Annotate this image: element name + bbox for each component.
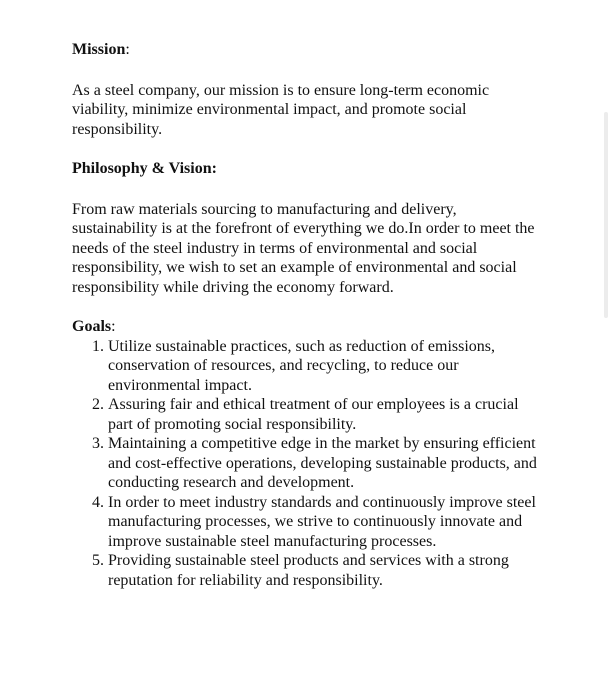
goals-heading-colon: : [111, 318, 116, 335]
philosophy-heading-label: Philosophy & Vision: [72, 160, 217, 177]
goal-item: 3. Maintaining a competitive edge in the market by ensuring efficient and cost-effective operations, developing sustainable products, and conducting research and development. [108, 434, 542, 493]
scrollbar[interactable] [604, 112, 608, 318]
document-body [72, 40, 542, 590]
goals-heading [72, 317, 542, 337]
goals-heading-label: Goals [72, 318, 112, 335]
goal-item: 1. Utilize sustainable practices, such as reduction of emissions, conservation of resources, and recycling, to reduce our environmental impact. [108, 337, 542, 396]
goal-item: 2. Assuring fair and ethical treatment of our employees is a crucial part of promoting social responsibility. [108, 395, 542, 434]
mission-heading-colon: : [125, 41, 130, 58]
philosophy-text: From raw materials sourcing to manufacturing and delivery, sustainability is at the forefront of everything we do.In order to meet the needs of the steel industry in terms of environmental and social responsibility, we wish to set an example of environmental and social responsibility while driving the economy forward. [72, 200, 535, 296]
philosophy-heading [72, 159, 542, 179]
mission-heading [72, 40, 542, 60]
mission-heading-label: Mission [72, 41, 126, 58]
goals-list [72, 337, 542, 591]
goal-item: 5. Providing sustainable steel products and services with a strong reputation for reliability and responsibility. [108, 551, 542, 590]
mission-text: As a steel company, our mission is to ensure long-term economic viability, minimize environmental impact, and promote social responsibility. [72, 81, 490, 138]
goal-item: 4. In order to meet industry standards and continuously improve steel manufacturing processes, we strive to continuously innovate and improve sustainable steel manufacturing processes. [108, 493, 542, 552]
